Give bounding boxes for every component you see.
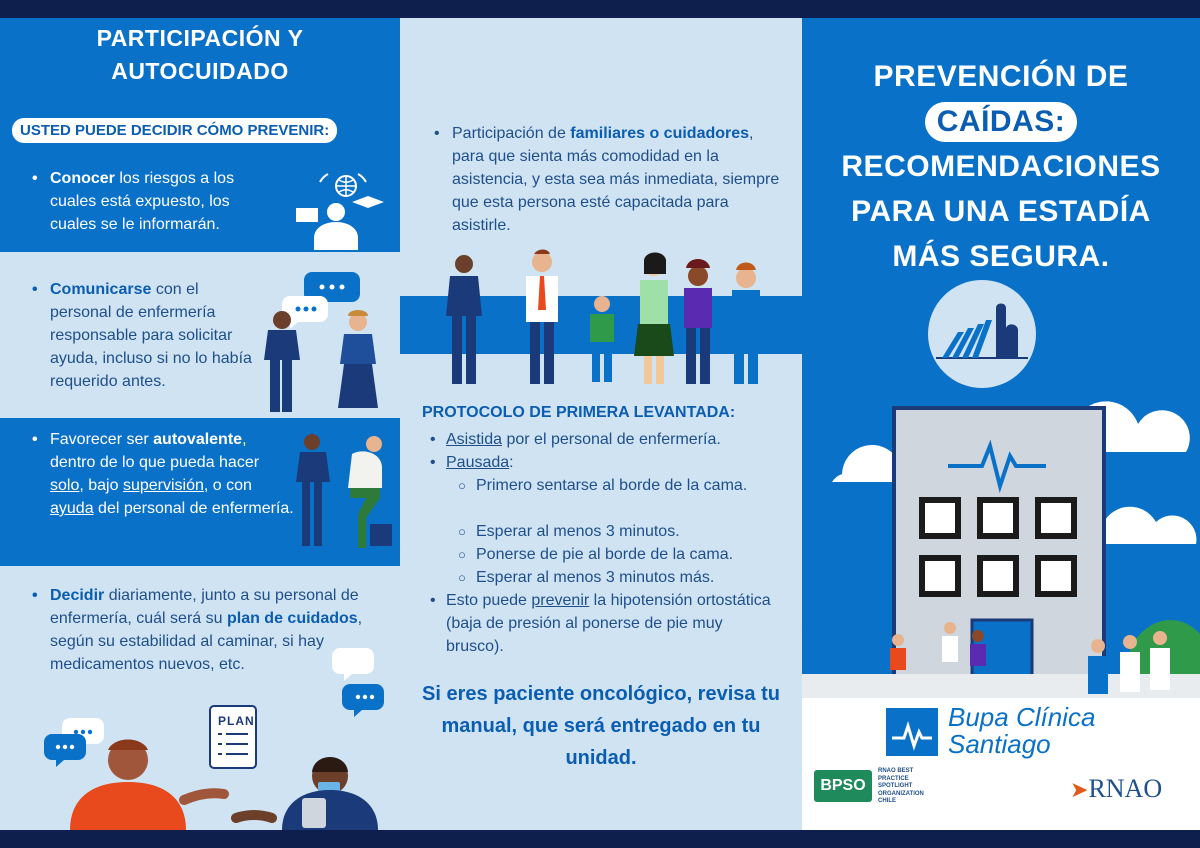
care-plan-illustration xyxy=(0,638,400,830)
section-conocer xyxy=(0,18,400,252)
top-stripe xyxy=(0,0,1200,18)
bpso-logo: BPSO xyxy=(814,770,872,802)
section-comunicarse xyxy=(0,252,400,418)
item-conocer: • Conocer los riesgos a los cuales está expuesto, los cuales se le informarán. xyxy=(32,170,235,233)
section-autovalente xyxy=(0,418,400,566)
plan-label: PLAN xyxy=(218,714,255,728)
prevent-heading: USTED PUEDE DECIDIR CÓMO PREVENIR: xyxy=(12,118,337,143)
nurse-patient-illustration xyxy=(256,268,396,414)
item-comunicarse: • Comunicarse con el personal de enfermería responsable para solicitar ayuda, incluso si no lo había requerido antes. xyxy=(32,281,252,390)
caidas-pill: CAÍDAS: xyxy=(925,102,1078,142)
bupa-name: Bupa Clínica Santiago xyxy=(948,702,1096,759)
step-sentarse: ○ Primero sentarse al borde de la cama. xyxy=(458,477,748,494)
nurse-helping-illustration xyxy=(290,430,394,558)
bpso-subtitle: RNAO BEST PRACTICE SPOTLIGHT ORGANIZATION CHILE xyxy=(878,768,924,804)
protocol-title: PROTOCOLO DE PRIMERA LEVANTADA: xyxy=(422,404,736,421)
step-esperar: ○ Esperar al menos 3 minutos. xyxy=(458,523,680,540)
item-autovalente: • Favorecer ser autovalente, dentro de lo que pueda hacer solo, bajo supervisión, o con ayuda del personal de enfermería. xyxy=(32,431,294,517)
item-decidir: • Decidir diariamente, junto a su personal de enfermería, cuál será su plan de cuidados, según su estabilidad al caminar, si hay medicamentos nuevos, etc. xyxy=(32,587,363,673)
cover-title: PREVENCIÓN DE CAÍDAS: RECOMENDACIONES PARA UNA ESTADÍA MÁS SEGURA. xyxy=(841,60,1161,273)
left-panel xyxy=(0,18,400,830)
middle-panel xyxy=(400,18,802,830)
left-title: PARTICIPACIÓN Y AUTOCUIDADO xyxy=(96,25,304,84)
section-decidir xyxy=(0,566,400,830)
oncology-note: Si eres paciente oncológico, revisa tu manual, que será entregado en tu unidad. xyxy=(422,683,780,769)
bupa-logo-icon xyxy=(886,708,938,756)
step-esperar-mas: ○ Esperar al menos 3 minutos más. xyxy=(458,569,715,586)
protocol-asistida: • Asistida por el personal de enfermería. xyxy=(430,431,721,448)
protocol-prevenir: • Esto puede prevenir la hipotensión ortostática (baja de presión al ponerse de pie muy brusco). xyxy=(430,592,771,655)
protocol-pausada: • Pausada: xyxy=(430,454,514,471)
item-familiares: • Participación de familiares o cuidadores, para que sienta más comodidad en la asistencia, y esta sea más inmediata, siempre que esta persona esté capacitada para asistirle. xyxy=(434,125,780,234)
hospital-illustration xyxy=(802,374,1200,698)
learning-person-icon xyxy=(290,168,386,250)
step-ponerse-de-pie: ○ Ponerse de pie al borde de la cama. xyxy=(458,546,734,563)
bottom-stripe xyxy=(0,830,1200,848)
rnao-logo: ➤RNAO xyxy=(1070,774,1163,803)
family-and-caregivers-illustration xyxy=(440,248,780,388)
logos-area xyxy=(802,698,1200,830)
right-panel xyxy=(802,18,1200,830)
rnao-arrow-icon: ➤ xyxy=(1070,777,1089,802)
